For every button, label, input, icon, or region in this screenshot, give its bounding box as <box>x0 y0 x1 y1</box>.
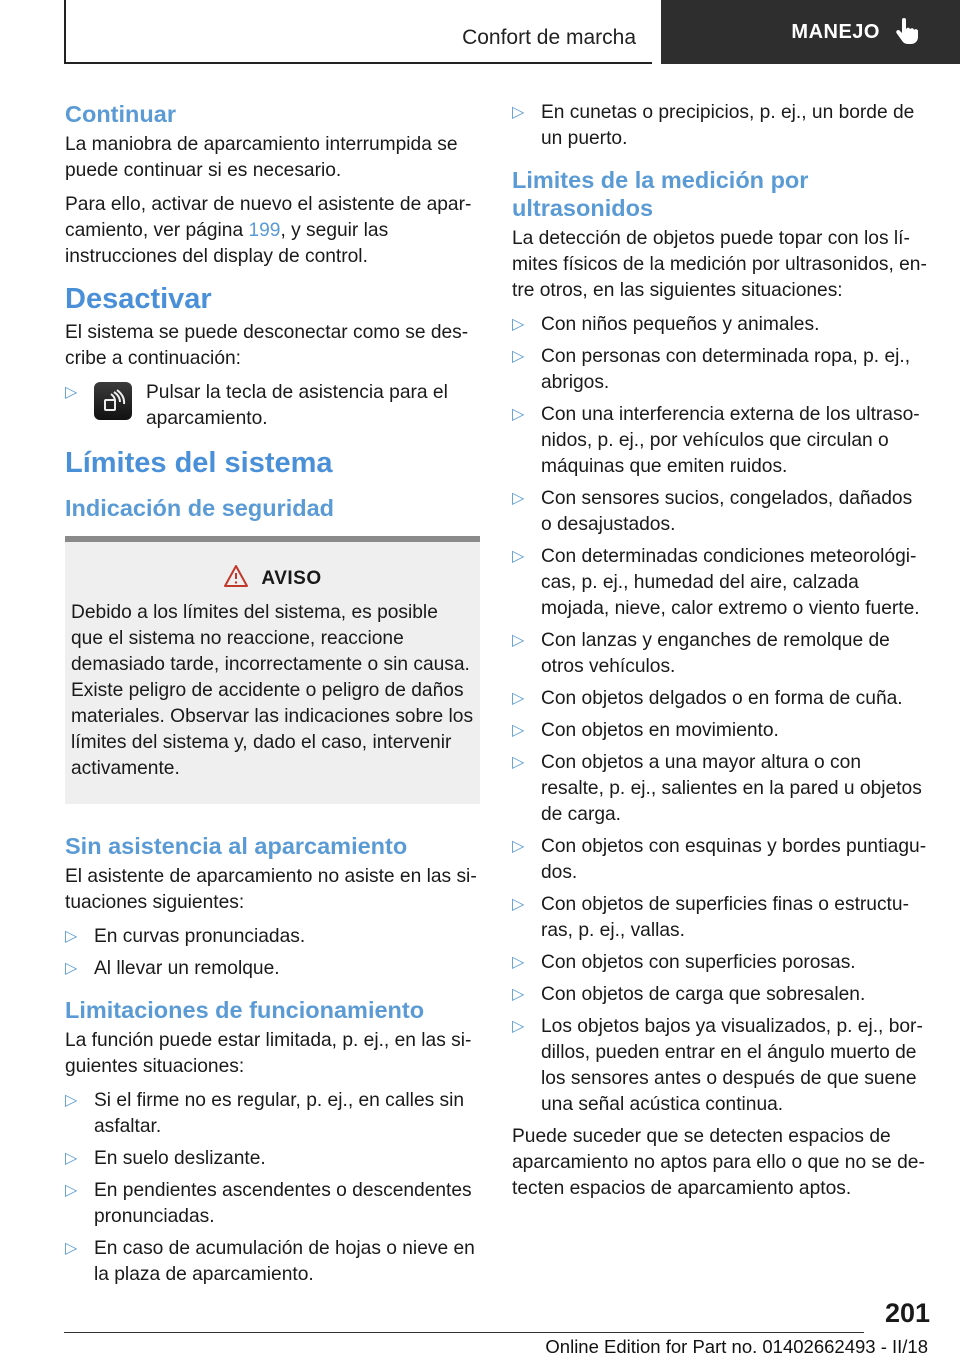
heading-limites-sistema: Límites del sistema <box>65 447 333 479</box>
continuar-paragraph-2 <box>65 192 480 270</box>
list-arrow-icon: ▷ <box>512 348 525 365</box>
heading-continuar: Continuar <box>65 101 176 127</box>
footer-edition: Online Edition for Part no. 01402662493 - II/18 <box>545 1336 928 1357</box>
list-arrow-icon: ▷ <box>65 1182 78 1199</box>
list-item: ▷ Con objetos a una mayor altura o con resalte, p. ej., salientes en la pared u objetos de carga. <box>512 752 922 825</box>
list-item: ▷ Con determinadas condiciones meteorológicas, p. ej., humedad del aire, calzada mojada, nieve, calor extremo o viento fuerte. <box>512 546 920 619</box>
list-item: ▷ En cunetas o precipicios, p. ej., un borde de un puerto. <box>512 102 915 149</box>
heading-indicacion-seguridad: Indicación de seguridad <box>65 495 334 521</box>
heading-sin-asistencia: Sin asistencia al aparcamiento <box>65 833 408 859</box>
list-arrow-icon: ▷ <box>512 954 525 971</box>
page-link-199[interactable]: 199 <box>248 220 281 241</box>
warning-triangle-icon <box>223 564 249 594</box>
list-item: ▷ Los objetos bajos ya visualizados, p. ej., bordillos, pueden entrar en el ángulo muerto de los sensores antes o después de que suene una señal acústica continua. <box>512 1016 923 1115</box>
list-item: ▷ Con una interferencia externa de los ultrasonidos, p. ej., por vehículos que circulan o máquinas que emiten ruidos. <box>512 404 920 477</box>
list-arrow-icon: ▷ <box>65 384 78 401</box>
list-arrow-icon: ▷ <box>512 316 525 333</box>
continuar-paragraph-1: La maniobra de aparcamiento interrumpida se puede continuar si es necesario. <box>65 134 458 181</box>
park-assist-button-icon <box>94 382 132 420</box>
heading-limitaciones: Limitaciones de funcionamiento <box>65 997 425 1023</box>
left-column <box>65 100 480 1294</box>
list-arrow-icon: ▷ <box>512 896 525 913</box>
limitaciones-intro: La función puede estar limitada, p. ej., en las siguientes situaciones: <box>65 1030 472 1077</box>
list-arrow-icon: ▷ <box>65 1092 78 1109</box>
list-item: ▷ Con lanzas y enganches de remolque de otros vehículos. <box>512 630 890 677</box>
limitaciones-list <box>65 1088 480 1288</box>
list-item: ▷ Con objetos en movimiento. <box>512 718 927 744</box>
list-arrow-icon: ▷ <box>512 838 525 855</box>
list-item: ▷ En caso de acumulación de hojas o nieve en la plaza de aparcamiento. <box>65 1238 475 1285</box>
list-item: ▷ Si el firme no es regular, p. ej., en calles sin asfaltar. <box>65 1090 465 1137</box>
ultrasonidos-outro: Puede suceder que se detecten espacios de aparcamiento no aptos para ello o que no se detecten espacios de aparcamiento aptos. <box>512 1126 925 1199</box>
list-item: ▷ Con niños pequeños y animales. <box>512 312 927 338</box>
list-item: ▷ Al llevar un remolque. <box>65 956 480 982</box>
warning-text: Debido a los límites del sistema, es posible que el sistema no reaccione, reaccione demasiado tarde, incorrectamente o sin causa. Existe peligro de accidente o peligro de daños materiales. Observar las indicaciones sobre los límites del sistema y, dado el caso, intervenir activamente. <box>71 602 474 779</box>
header-chapter-label: MANEJO <box>791 20 880 43</box>
list-arrow-icon: ▷ <box>65 960 78 977</box>
list-item: ▷ En suelo deslizante. <box>65 1146 480 1172</box>
list-item: ▷ En curvas pronunciadas. <box>65 924 480 950</box>
desactivar-step-text: Pulsar la tecla de asistencia para el aparcamiento. <box>146 382 448 429</box>
header-bottom-rule <box>64 62 652 64</box>
warning-label: AVISO <box>261 568 322 589</box>
header-section-title: Confort de marcha <box>462 26 636 49</box>
list-arrow-icon: ▷ <box>512 104 525 121</box>
list-arrow-icon: ▷ <box>65 1150 78 1167</box>
continuar-text-after-link: , y seguir las instrucciones del display de control. <box>65 220 389 267</box>
header-chapter-tab[interactable] <box>661 0 960 64</box>
hand-pointer-icon <box>894 18 920 46</box>
sin-asistencia-list <box>65 924 480 982</box>
continuar-text-before-link: Para ello, activar de nuevo el asistente de aparcamiento, ver página <box>65 194 472 241</box>
sin-asistencia-intro: El asistente de aparcamiento no asiste en las situaciones siguientes: <box>65 866 477 913</box>
list-item: ▷ Con objetos de superficies finas o estructuras, p. ej., vallas. <box>512 894 909 941</box>
list-item: ▷ Con objetos con superficies porosas. <box>512 950 927 976</box>
heading-ultrasonidos: Limites de la medición por ultrasonidos <box>512 167 809 221</box>
list-item: ▷ Con personas con determinada ropa, p. ej., abrigos. <box>512 346 911 393</box>
list-item: ▷ Con objetos de carga que sobresalen. <box>512 982 927 1008</box>
list-item: ▷ Con objetos con esquinas y bordes puntiagudos. <box>512 836 927 883</box>
desactivar-paragraph: El sistema se puede desconectar como se describe a continuación: <box>65 322 469 369</box>
warning-title <box>71 564 474 594</box>
ultrasonidos-intro: La detección de objetos puede topar con los límites físicos de la medición por ultrasonidos, entre otros, en las siguientes situaciones: <box>512 228 927 301</box>
list-arrow-icon: ▷ <box>512 548 525 565</box>
ultrasonidos-list <box>512 312 927 1118</box>
list-item: ▷ Con objetos delgados o en forma de cuña. <box>512 686 927 712</box>
desactivar-step <box>65 380 480 432</box>
right-column <box>512 100 927 1210</box>
footer-rule <box>64 1332 864 1333</box>
page-number: 201 <box>884 1298 930 1328</box>
list-arrow-icon: ▷ <box>512 690 525 707</box>
list-arrow-icon: ▷ <box>512 986 525 1003</box>
list-arrow-icon: ▷ <box>512 406 525 423</box>
list-arrow-icon: ▷ <box>512 632 525 649</box>
warning-box <box>65 536 480 804</box>
list-arrow-icon: ▷ <box>65 928 78 945</box>
heading-desactivar: Desactivar <box>65 283 212 315</box>
list-arrow-icon: ▷ <box>512 754 525 771</box>
list-arrow-icon: ▷ <box>512 490 525 507</box>
list-arrow-icon: ▷ <box>65 1240 78 1257</box>
list-arrow-icon: ▷ <box>512 1018 525 1035</box>
list-item: ▷ Con sensores sucios, congelados, dañados o desajustados. <box>512 488 913 535</box>
list-item: ▷ En pendientes ascendentes o descendentes pronunciadas. <box>65 1180 472 1227</box>
list-arrow-icon: ▷ <box>512 722 525 739</box>
continued-list <box>512 100 927 152</box>
